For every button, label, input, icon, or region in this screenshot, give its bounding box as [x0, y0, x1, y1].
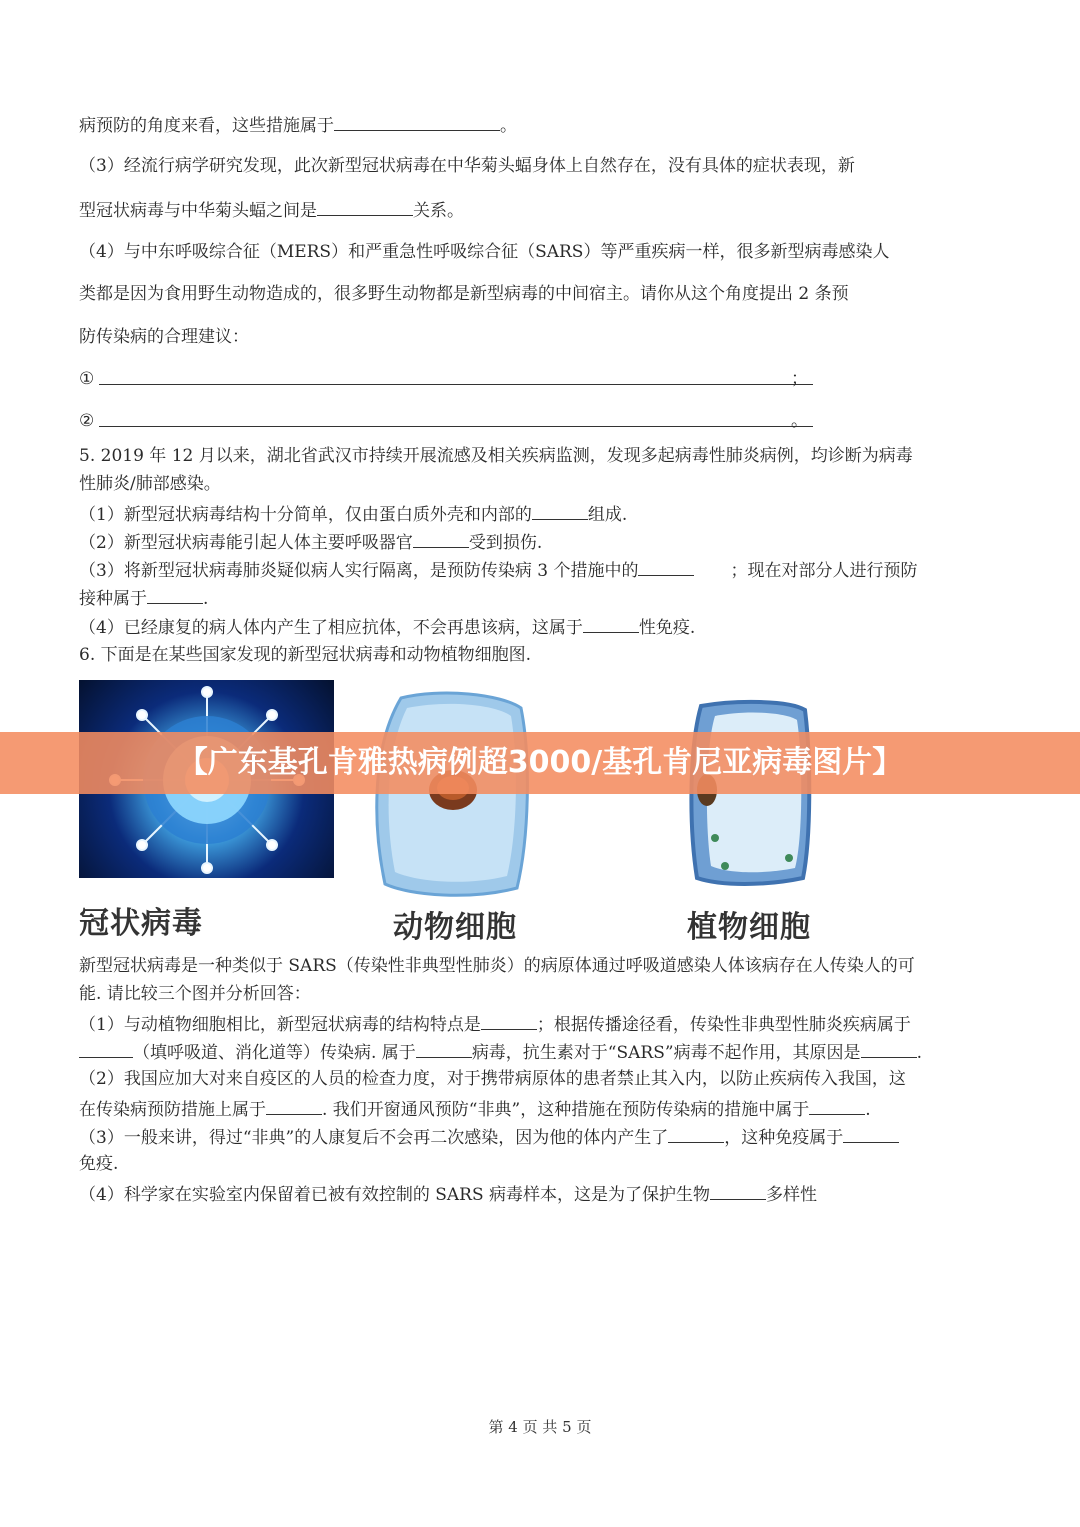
text-line [79, 112, 1004, 138]
virus-label: 冠状病毒 [79, 906, 203, 941]
text: 。 [791, 411, 808, 431]
text: 免疫. [79, 1154, 119, 1174]
answer-blank [147, 585, 203, 604]
answer-blank [413, 529, 469, 548]
answer-blank [481, 1011, 537, 1030]
item-marker: ① [79, 369, 95, 389]
text-line [79, 325, 1004, 349]
text: （2）我国应加大对来自疫区的人员的检查力度，对于携带病原体的患者禁止其入内，以防止疾病传入我国，这 [79, 1069, 906, 1089]
answer-blank [334, 112, 500, 131]
text: . [916, 1043, 922, 1063]
text: 6. 下面是在某些国家发现的新型冠状病毒和动物植物细胞图. [79, 645, 532, 665]
answer-blank [809, 1096, 865, 1115]
text: （3）经流行病学研究发现，此次新型冠状病毒在中华菊头蝠身体上自然存在，没有具体的症状表现，新 [79, 156, 855, 176]
text: 多样性 [766, 1185, 817, 1205]
animal-cell-image [371, 688, 531, 900]
text: 类都是因为食用野生动物造成的，很多野生动物都是新型病毒的中间宿主。请你从这个角度提出 2 条预 [79, 284, 849, 304]
text-line [79, 240, 1004, 264]
text: （4）与中东呼吸综合征（MERS）和严重急性呼吸综合征（SARS）等严重疾病一样，很多新型病毒感染人 [79, 242, 890, 262]
answer-blank [79, 1039, 133, 1058]
answer-blank [532, 501, 588, 520]
text: 型冠状病毒与中华菊头蝠之间是 [79, 201, 317, 221]
text: ，这种免疫属于 [724, 1128, 844, 1148]
text: （2）新型冠状病毒能引起人体主要呼吸器官 [79, 533, 413, 553]
figure-row [79, 680, 1004, 945]
answer-line-1 [79, 367, 819, 391]
answer-blank [861, 1039, 917, 1058]
text: 新型冠状病毒是一种类似于 SARS（传染性非典型性肺炎）的病原体通过呼吸道感染人体该病存在人传染人的可 [79, 956, 915, 976]
text-line [79, 557, 1004, 583]
item-marker: ② [79, 411, 95, 431]
text: 。 [500, 116, 517, 136]
text: （4）已经康复的病人体内产生了相应抗体，不会再患该病，这属于 [79, 618, 583, 638]
answer-line-2 [79, 409, 819, 433]
text: （填呼吸道、消化道等）传染病. 属于 [133, 1043, 416, 1063]
text: （1）与动植物细胞相比，新型冠状病毒的结构特点是 [79, 1015, 481, 1035]
text-line [79, 501, 1004, 527]
answer-rule [99, 384, 813, 385]
text-line [79, 1067, 1004, 1091]
text: （3）将新型冠状病毒肺炎疑似病人实行隔离，是预防传染病 3 个措施中的 [79, 561, 639, 581]
text-line [79, 1152, 1004, 1176]
text-line [79, 954, 1004, 978]
answer-blank [843, 1124, 899, 1143]
text: 病毒，抗生素对于“SARS”病毒不起作用，其原因是 [471, 1043, 861, 1063]
text: （3）一般来讲，得过“非典”的人康复后不会再二次感染，因为他的体内产生了 [79, 1128, 669, 1148]
text: 性免疫. [638, 618, 696, 638]
answer-blank [668, 1124, 724, 1143]
text: ；根据传播途径看，传染性非典型性肺炎疾病属于 [536, 1015, 911, 1035]
text-line [79, 1181, 1004, 1207]
text-line [79, 1124, 1004, 1150]
answer-blank [416, 1039, 472, 1058]
text: 在传染病预防措施上属于 [79, 1100, 266, 1120]
answer-blank [710, 1181, 766, 1200]
text: 组成. [587, 505, 628, 525]
text-line [79, 1039, 1004, 1065]
text-line [79, 529, 1004, 555]
text: ；现在对部分人进行预防 [730, 561, 918, 581]
answer-blank [638, 557, 694, 576]
text-line [79, 154, 1004, 178]
text-line [79, 643, 1004, 667]
text: （4）科学家在实验室内保留着已被有效控制的 SARS 病毒样本，这是为了保护生物 [79, 1185, 710, 1205]
text-line [79, 444, 1004, 468]
text: 能. 请比较三个图并分析回答： [79, 984, 311, 1004]
text-line [79, 282, 1004, 306]
text: . [865, 1100, 871, 1120]
text: 防传染病的合理建议： [79, 327, 249, 347]
text: （1）新型冠状病毒结构十分简单，仅由蛋白质外壳和内部的 [79, 505, 532, 525]
answer-blank [266, 1096, 322, 1115]
text: 接种属于 [79, 589, 147, 609]
text: 关系。 [413, 201, 464, 221]
answer-rule [99, 426, 813, 427]
text-line [79, 472, 1004, 496]
plant-cell-label: 植物细胞 [687, 910, 811, 945]
animal-cell-label: 动物细胞 [393, 910, 517, 945]
text-line [79, 982, 1004, 1006]
text: 5. 2019 年 12 月以来，湖北省武汉市持续开展流感及相关疾病监测，发现多起病毒性肺炎病例，均诊断为病毒 [79, 446, 913, 466]
text: 病预防的角度来看，这些措施属于 [79, 116, 334, 136]
text-line [79, 614, 1004, 640]
text: . 我们开窗通风预防“非典”，这种措施在预防传染病的措施中属于 [322, 1100, 810, 1120]
text-line [79, 585, 1004, 611]
answer-blank [317, 197, 413, 216]
text-line [79, 1096, 1004, 1122]
answer-blank [583, 614, 639, 633]
banner-title: 【广东基孔肯雅热病例超3000/基孔肯尼亚病毒图片】 [177, 745, 903, 780]
text: ； [791, 369, 808, 389]
page-footer: 第 4 页 共 5 页 [488, 1418, 592, 1436]
text: 性肺炎/肺部感染。 [79, 474, 221, 494]
text-line [79, 1011, 1004, 1037]
text-line [79, 197, 1004, 223]
text: 受到损伤. [468, 533, 543, 553]
text: . [203, 589, 209, 609]
